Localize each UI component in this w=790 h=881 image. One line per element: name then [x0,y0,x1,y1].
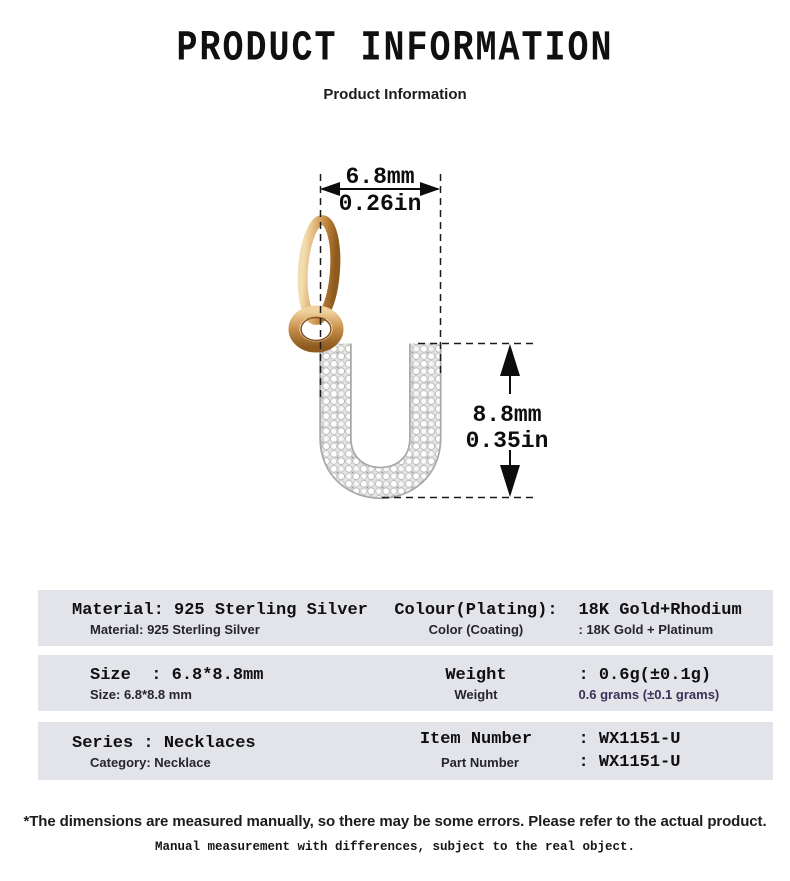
page-subtitle: Product Information [323,86,467,103]
weight-label-en: Weight [445,665,507,685]
spec-row-size-weight [38,655,773,711]
spec-row-series-item [38,722,773,780]
arrow-up-icon [500,344,520,376]
part-number-label-sub: Part Number [440,754,519,770]
height-value-in: 0.35in [465,428,549,454]
colour-label-en: Colour(Plating): [394,600,558,620]
spec-table [38,590,773,780]
series-cell [38,732,383,771]
item-number-cell [383,728,773,774]
weight-cell [383,664,773,703]
size-cell [38,664,383,703]
arrow-down-icon [500,465,520,497]
pendant-jump-ring [294,311,338,347]
weight-value-en: : 0.6g(±0.1g) [578,665,712,685]
colour-label-sub: Color (Coating) [428,621,524,637]
material-label-en: Material: 925 Sterling Silver [72,600,368,620]
item-number-value-en: : WX1151-U [578,730,681,749]
disclaimer-secondary: Manual measurement with differences, subject to the real object. [154,840,636,854]
letter-u-pave [336,344,426,483]
size-label-en: Size : 6.8*8.8mm [90,665,264,685]
disclaimer-primary: *The dimensions are measured manually, so there may be some errors. Please refer to the actual product. [23,813,767,830]
colour-value-sub: : 18K Gold + Platinum [578,621,714,637]
weight-label-sub: Weight [454,686,498,702]
height-value-mm: 8.8mm [472,402,542,428]
part-number-value-sub: : WX1151-U [578,753,681,772]
material-label-sub: Material: 925 Sterling Silver [90,621,260,637]
page-title: PRODUCT INFORMATION [176,24,614,73]
item-number-label-en: Item Number [419,730,533,749]
series-label-en: Series : Necklaces [72,733,256,753]
spec-row-material [38,590,773,646]
size-label-sub: Size: 6.8*8.8 mm [90,686,192,702]
colour-cell [383,599,773,638]
weight-value-sub: 0.6 grams (±0.1 grams) [578,686,720,702]
arrow-left-icon [320,182,340,196]
pendant-letter-u [336,344,426,483]
colour-value-en: 18K Gold+Rhodium [578,600,742,620]
material-cell [38,599,383,638]
width-value-mm: 6.8mm [345,164,415,190]
width-value-in: 0.26in [338,191,422,217]
arrow-right-icon [420,182,440,196]
series-label-sub: Category: Necklace [90,754,211,770]
